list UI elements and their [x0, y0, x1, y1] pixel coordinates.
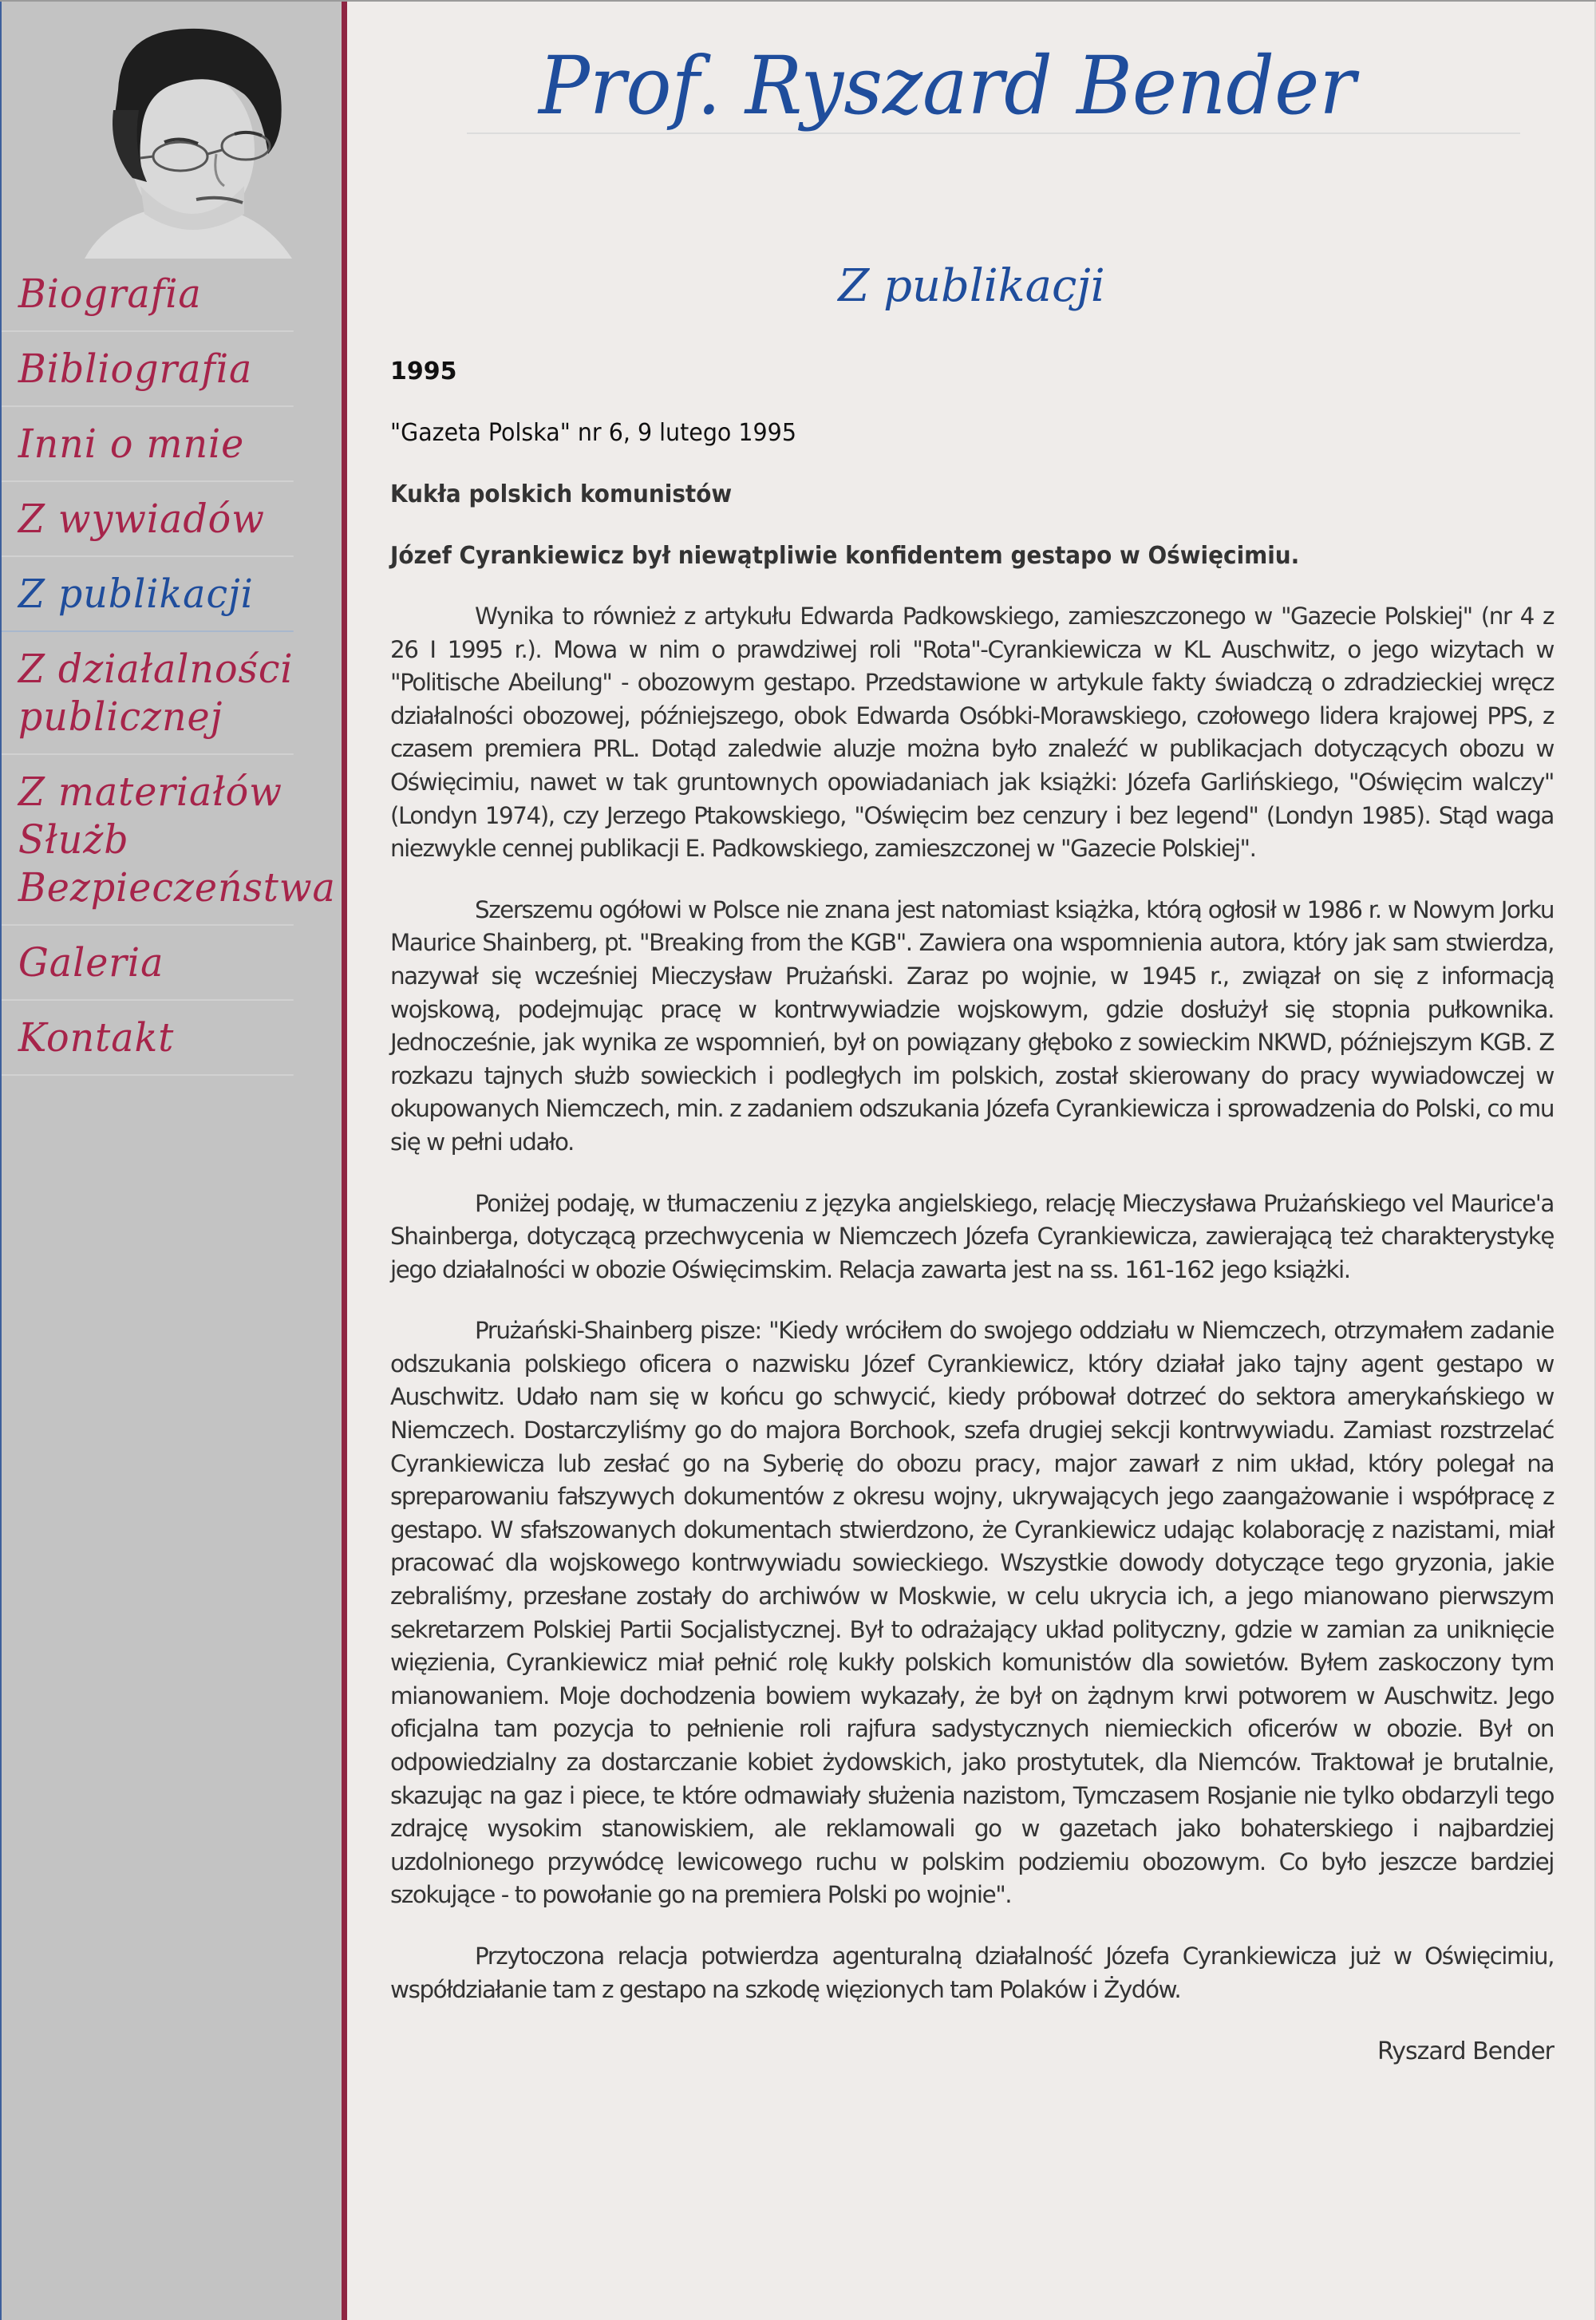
section-title: Z publikacji: [838, 260, 1105, 312]
sidebar-item-kontakt[interactable]: Kontakt: [2, 1001, 294, 1076]
article-paragraph: Wynika to również z artykułu Edwarda Padkowskiego, zamieszczonego w "Gazecie Polskiej" (nr 4 z 26 I 1995 r.). Mowa w nim o prawdziwej roli "Rota"-Cyrankiewicza w KL Auschwitz, o jego wizytach w "Politische Abeilung" - obozowym gestapo. Przedstawione w artykule fakty świadczą o zdradzieckiej wręcz działalności obozowej, późniejszego, obok Edwarda Osóbki-Morawskiego, czołowego lidera krajowej PPS, z czasem premiera PRL. Dotąd zaledwie aluzje można było znaleźć w publikacjach dotyczących obozu w Oświęcimiu, nawet w tak gruntownych opowiadaniach jak książki: Józefa Garlińskiego, "Oświęcim walczy" (Londyn 1974), czy Jerzego Ptakowskiego, "Oświęcim bez cenzury i bez legend" (Londyn 1985). Stąd waga niezwykle cennej publikacji E. Padkowskiego, zamieszczonej w "Gazecie Polskiej".: [390, 603, 1554, 863]
sidebar-item-label-line: Służb: [18, 816, 129, 863]
site-title: Prof. Ryszard Bender: [539, 39, 1356, 132]
sidebar-item-galeria[interactable]: Galeria: [2, 926, 294, 1001]
sidebar-item-bibliografia[interactable]: Bibliografia: [2, 332, 294, 407]
article-source: "Gazeta Polska" nr 6, 9 lutego 1995: [390, 419, 796, 447]
sidebar-item-biografia[interactable]: Biografia: [2, 257, 294, 332]
sidebar-item-label-line: Z materiałów: [18, 769, 282, 815]
sidebar-item-label-line: Bezpieczeństwa: [18, 864, 336, 911]
title-divider: [467, 132, 1520, 134]
article-subheadline: Józef Cyrankiewicz był niewątpliwie konfidentem gestapo w Oświęcimiu.: [390, 542, 1300, 570]
sidebar-item-z-materialow-sluzb-bezpieczenstwa[interactable]: [2, 755, 336, 926]
article-paragraph: Szerszemu ogółowi w Polsce nie znana jest natomiast książka, którą ogłosił w 1986 r. w Nowym Jorku Maurice Shainberg, pt. "Breaking from the KGB". Zawiera ona wspomnienia autora, który jak sam stwierdza, nazywał się wcześniej Mieczysław Prużański. Zaraz po wojnie, w 1945 r., związał on się z informacją wojskową, podejmując pracę w kontrwywiadzie wojskowym, gdzie dosłużył się stopnia pułkownika. Jednocześnie, jak wynika ze wspomnień, był on powiązany głęboko z sowieckim NKWD, późniejszym KGB. Z rozkazu tajnych służb sowieckich i podległych im polskich, został skierowany do pracy wywiadowczej w okupowanych Niemczech, min. z zadaniem odszukania Józefa Cyrankiewicza i sprowadzenia do Polski, co mu się w pełni udało.: [390, 895, 1554, 1156]
sidebar-item-z-wywiadow[interactable]: Z wywiadów: [2, 482, 294, 557]
article-headline: Kukła polskich komunistów: [390, 480, 733, 508]
sidebar-item-z-dzialalnosci-publicznej[interactable]: [2, 632, 294, 755]
article-signature: Ryszard Bender: [1377, 2037, 1554, 2066]
article: [390, 356, 1554, 2068]
article-paragraph: Prużański-Shainberg pisze: "Kiedy wróciłem do swojego oddziału w Niemczech, otrzymałem zadanie odszukania polskiego oficera o nazwisku Józef Cyrankiewicz, który działał jako tajny agent gestapo w Auschwitz. Udało nam się w końcu go schwycić, kiedy próbował dotrzeć do sektora amerykańskiego w Niemczech. Dostarczyliśmy go do majora Borchook, szefa drugiej sekcji kontrwywiadu. Zamiast rozstrzelać Cyrankiewicza lub zesłać go na Syberię do obozu pracy, major zawarł z nim układ, który polegał na spreparowaniu fałszywych dokumentów z okresu wojny, ukrywających jego zaangażowanie i współpracę z gestapo. W sfałszowanych dokumentach stwierdzono, że Cyrankiewicz udając kolaborację z nazistami, miał pracować dla wojskowego kontrwywiadu sowieckiego. Wszystkie dowody dotyczące tego gryzonia, jakie zebraliśmy, przesłane zostały do archiwów w Moskwie, w celu ukrycia ich, a jego mianowano pierwszym sekretarzem Polskiej Partii Socjalistycznej. Był to odrażający układ polityczny, gdzie w zamian za uniknięcie więzienia, Cyrankiewicz miał pełnić rolę kukły polskich komunistów dla sowietów. Byłem zaskoczony tym mianowaniem. Moje dochodzenia bowiem wykazały, że był on żądnym krwi potworem w Auschwitz. Jego oficjalna tam pozycja to pełnienie roli rajfura sadystycznych niemieckich oficerów w obozie. Był on odpowiedzialny za dostarczanie kobiet żydowskich, jako prostytutek, dla Niemców. Traktował je brutalnie, skazując na gaz i piece, te które odmawiały służenia nazistom, Tymczasem Rosjanie nie tylko obdarzyli tego zdrajcę wysokim stanowiskiem, ale reklamowali go w gazetach jako bohaterskiego i najbardziej uzdolnionego przywódcę lewicowego ruchu w polskim podziemiu obozowym. Co było jeszcze bardziej szokujące - to powołanie go na premiera Polski po wojnie".: [390, 1317, 1554, 1909]
article-year: 1995: [390, 358, 457, 385]
article-paragraph: Przytoczona relacja potwierdza agenturalną działalność Józefa Cyrankiewicza już w Oświęcimiu, współdziałanie tam z gestapo na szkodę więzionych tam Polaków i Żydów.: [390, 1942, 1554, 2003]
sidebar-divider: [342, 2, 347, 2320]
article-paragraph: Poniżej podaję, w tłumaczeniu z języka angielskiego, relację Mieczysława Prużańskiego vel Maurice'a Shainberga, dotyczącą przechwycenia w Niemczech Józefa Cyrankiewicza, zawierającą też charakterystykę jego działalności w obozie Oświęcimskim. Relacja zawarta jest na ss. 161-162 jego książki.: [390, 1189, 1554, 1283]
sidebar-nav: [2, 257, 336, 1076]
portrait-image: [53, 14, 297, 259]
sidebar-item-z-publikacji[interactable]: Z publikacji: [2, 557, 294, 632]
sidebar-item-inni-o-mnie[interactable]: Inni o mnie: [2, 407, 294, 482]
sidebar-item-label-line: Z działalności: [18, 646, 294, 692]
sidebar-item-label-line: publicznej: [18, 694, 223, 740]
sidebar: [0, 2, 342, 2320]
